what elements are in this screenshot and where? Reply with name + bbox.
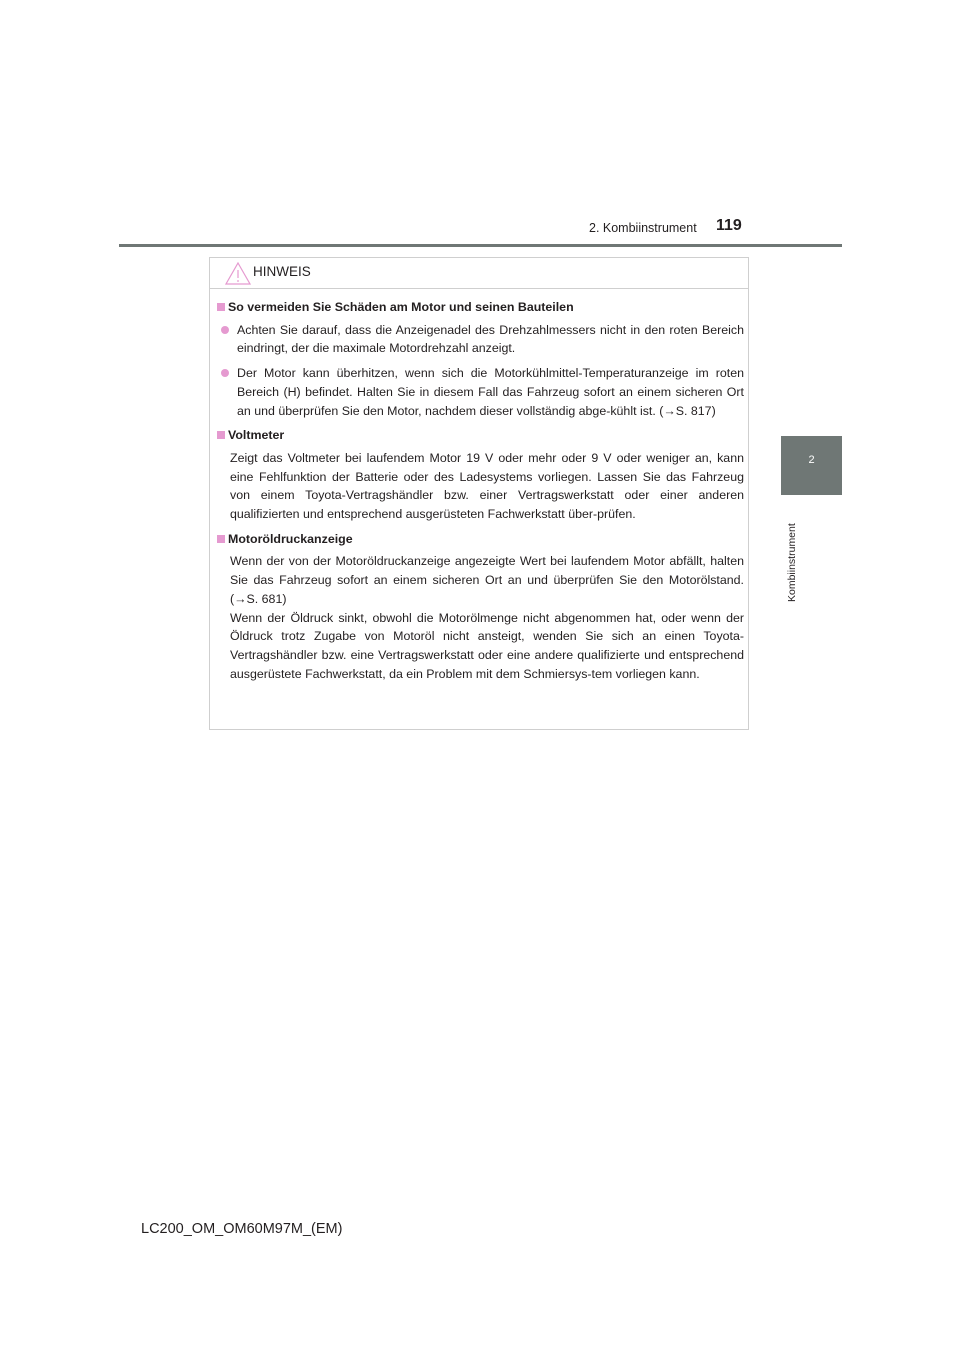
circle-bullet-icon: [221, 326, 229, 334]
document-code: LC200_OM_OM60M97M_(EM): [141, 1221, 343, 1237]
chapter-tab-number: 2: [808, 454, 815, 466]
notice-header: [210, 258, 748, 289]
notice-body: [217, 298, 744, 689]
square-bullet-icon: [217, 535, 225, 543]
square-bullet-icon: [217, 303, 225, 311]
header-section-title: 2. Kombiinstrument: [589, 221, 697, 235]
circle-bullet-icon: [221, 369, 229, 377]
chapter-side-label-text: Kombiinstrument: [786, 523, 798, 602]
paragraph-oil-pressure: Wenn der von der Motoröldruckanzeige angezeigte Wert bei laufendem Motor abfällt, halten Sie das Fahrzeug sofort an einem sicheren Ort an und überprüfen Sie den Motorölstand. (→S. 681) Wenn der Öldruck sinkt, obwohl die Motorölmenge nicht abgenommen hat, oder wenn der Öldruck trotz Zugabe von Motoröl nicht ansteigt, wenden Sie sich an einen Toyota-Vertragshändler bzw. eine Vertragswerkstatt oder eine andere qualifizierte und entsprechend ausgerüstete Fachwerkstatt, da ein Problem mit dem Schmiersys-tem vorliegen kann.: [230, 554, 744, 681]
notice-box: [209, 257, 749, 730]
warning-triangle-icon: [225, 262, 251, 285]
section-title-voltmeter: Voltmeter: [217, 426, 744, 445]
section-title-oil-pressure: Motoröldruckanzeige: [217, 530, 744, 549]
section-title-engine-damage: So vermeiden Sie Schäden am Motor und seinen Bauteilen: [217, 298, 744, 317]
notice-title: HINWEIS: [253, 264, 311, 279]
bullet-tachometer: Achten Sie darauf, dass die Anzeigenadel des Drehzahlmessers nicht in den roten Bereich eindringt, der die maximale Motordrehzahl anzeigt.: [217, 321, 744, 358]
paragraph-voltmeter: Zeigt das Voltmeter bei laufendem Motor 19 V oder mehr oder 9 V oder weniger an, kann eine Fehlfunktion der Batterie oder des Ladesystems vorliegen. Lassen Sie das Fahrzeug von einem Toyota-Vertragshändler bzw. einer Vertragswerkstatt oder einer anderen qualifizierten und entsprechend ausgerüsteten Fachwerkstatt über-prüfen.: [230, 450, 744, 522]
square-bullet-icon: [217, 431, 225, 439]
bullet-coolant-temperature: Der Motor kann überhitzen, wenn sich die Motorkühlmittel-Temperaturanzeige im roten Bereich (H) befindet. Halten Sie in diesem Fall das Fahrzeug sofort an einem sicheren Ort an und überprüfen Sie den Motor, nachdem dieser vollständig abge-kühlt ist. (→S. 817): [217, 364, 744, 420]
chapter-tab: [781, 436, 842, 495]
header-rule: [119, 244, 842, 247]
page-number: 119: [716, 217, 742, 234]
chapter-side-label: [786, 506, 802, 602]
